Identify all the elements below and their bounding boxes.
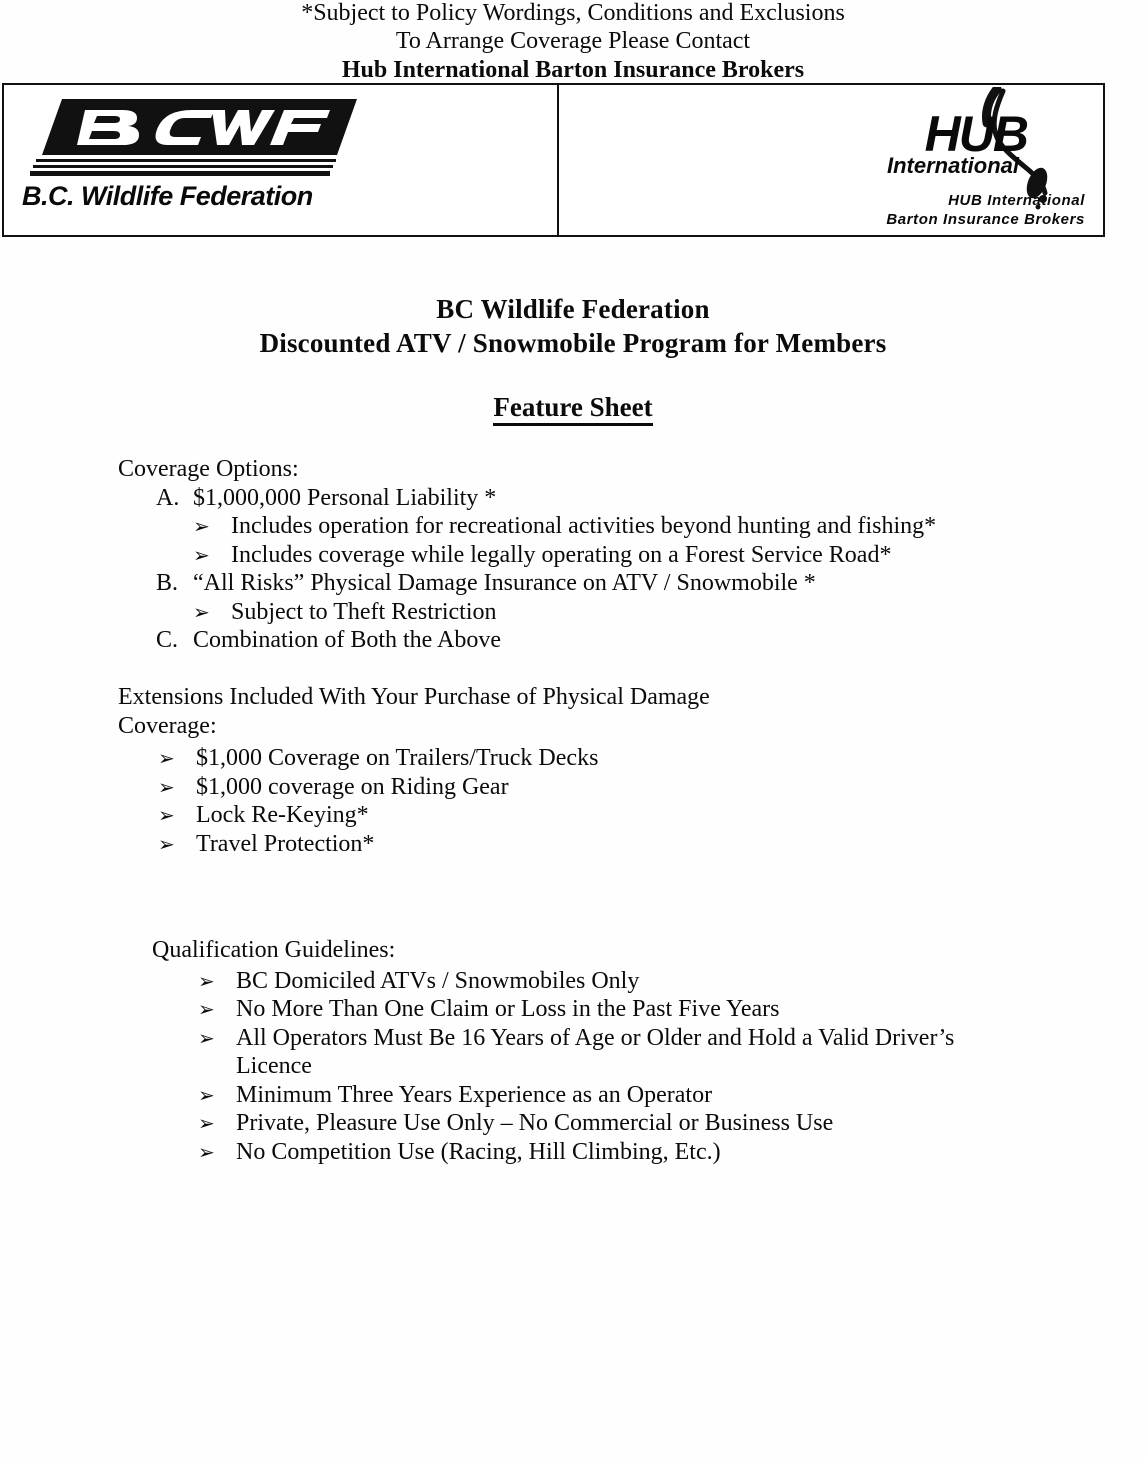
list-item-text: $1,000 Coverage on Trailers/Truck Decks <box>196 745 599 771</box>
header-cell-hub <box>559 85 1103 235</box>
list-item <box>193 541 1018 570</box>
coverage-option-b-sublist <box>193 598 1018 627</box>
list-item-text: Subject to Theft Restriction <box>231 598 497 625</box>
list-item <box>198 967 1032 996</box>
list-item <box>158 801 1018 830</box>
list-item <box>198 1138 1032 1167</box>
policy-wordings-note: *Subject to Policy Wordings, Conditions and Exclusions <box>301 0 845 26</box>
arrow-bullet-icon: ➢ <box>158 746 175 770</box>
extensions-list <box>158 744 1018 858</box>
list-item <box>198 1109 1032 1138</box>
list-item <box>198 995 1032 1024</box>
extensions-section <box>118 683 1018 858</box>
list-item <box>193 598 1018 627</box>
list-item <box>198 1081 1032 1110</box>
coverage-option-a-marker: A. <box>156 484 180 511</box>
coverage-option-c <box>118 626 1018 655</box>
contact-intro-line: To Arrange Coverage Please Contact <box>395 28 751 54</box>
list-item <box>158 830 1018 859</box>
coverage-option-a <box>118 484 1018 570</box>
arrow-bullet-icon: ➢ <box>193 599 210 624</box>
arrow-bullet-icon: ➢ <box>198 968 215 993</box>
contact-company-name: Hub International Barton Insurance Brokers <box>341 57 805 83</box>
arrow-bullet-icon: ➢ <box>193 542 210 567</box>
list-item-text: Includes operation for recreational activities beyond hunting and fishing* <box>231 513 937 539</box>
list-item-text: Includes coverage while legally operating on a Forest Service Road* <box>231 541 892 568</box>
coverage-option-a-text: $1,000,000 Personal Liability * <box>193 484 497 511</box>
arrow-bullet-icon: ➢ <box>198 997 215 1021</box>
arrow-bullet-icon: ➢ <box>158 774 175 799</box>
extensions-heading-line-2: Coverage: <box>118 712 217 739</box>
list-item-text: Minimum Three Years Experience as an Operator <box>236 1081 713 1108</box>
hub-international-logo-icon <box>791 87 1091 235</box>
page-title-line-1: BC Wildlife Federation <box>436 294 710 324</box>
list-item-text: All Operators Must Be 16 Years of Age or Older and Hold a Valid Driver’s Licence <box>236 1024 955 1079</box>
arrow-bullet-icon: ➢ <box>198 1139 215 1164</box>
list-item-text: BC Domiciled ATVs / Snowmobiles Only <box>236 967 640 994</box>
page-subtitle-text: Feature Sheet <box>493 392 652 426</box>
hub-company-line-1: HUB International <box>948 192 1085 209</box>
bcwf-wordmark-text: B.C. Wildlife Federation <box>22 181 313 211</box>
bcwf-logo-icon <box>22 93 362 228</box>
hub-company-line-2: Barton Insurance Brokers <box>886 211 1085 228</box>
coverage-options-section <box>118 455 1018 655</box>
list-item-text: No Competition Use (Racing, Hill Climbing, Etc.) <box>236 1138 721 1165</box>
list-item-text: No More Than One Claim or Loss in the Past Five Years <box>236 996 780 1022</box>
coverage-option-b <box>118 569 1018 626</box>
page-title-line-2: Discounted ATV / Snowmobile Program for Members <box>259 328 887 358</box>
arrow-bullet-icon: ➢ <box>158 803 175 827</box>
hub-mark-text: HUB <box>924 106 1027 162</box>
list-item-text: Lock Re-Keying* <box>196 802 369 828</box>
header-logo-table <box>2 83 1105 237</box>
qualification-guidelines-section <box>152 936 1032 1166</box>
coverage-option-c-marker: C. <box>156 627 179 653</box>
arrow-bullet-icon: ➢ <box>198 1111 215 1135</box>
list-item <box>198 1024 1032 1081</box>
arrow-bullet-icon: ➢ <box>158 831 175 856</box>
list-item-text: Travel Protection* <box>196 830 375 857</box>
list-item-text: Private, Pleasure Use Only – No Commercial or Business Use <box>236 1110 834 1136</box>
qualification-guidelines-heading: Qualification Guidelines: <box>152 937 396 963</box>
page-subtitle <box>0 392 1146 423</box>
arrow-bullet-icon: ➢ <box>193 514 210 538</box>
list-item-text: $1,000 coverage on Riding Gear <box>196 773 509 800</box>
coverage-options-heading: Coverage Options: <box>118 456 299 482</box>
list-item <box>158 744 1018 773</box>
coverage-option-b-text: “All Risks” Physical Damage Insurance on ATV / Snowmobile * <box>193 570 816 596</box>
coverage-option-c-text: Combination of Both the Above <box>193 627 501 653</box>
coverage-options-list <box>118 484 1018 655</box>
qualification-guidelines-list <box>198 967 1032 1167</box>
coverage-option-b-marker: B. <box>156 570 179 596</box>
extensions-heading-line-1: Extensions Included With Your Purchase of Physical Damage <box>118 684 710 710</box>
hub-mark-subtext: International <box>886 153 1019 178</box>
list-item <box>193 512 1018 541</box>
arrow-bullet-icon: ➢ <box>198 1082 215 1107</box>
coverage-option-a-sublist <box>193 512 1018 569</box>
header-cell-bcwf <box>4 85 559 235</box>
list-item <box>158 773 1018 802</box>
arrow-bullet-icon: ➢ <box>198 1025 215 1050</box>
